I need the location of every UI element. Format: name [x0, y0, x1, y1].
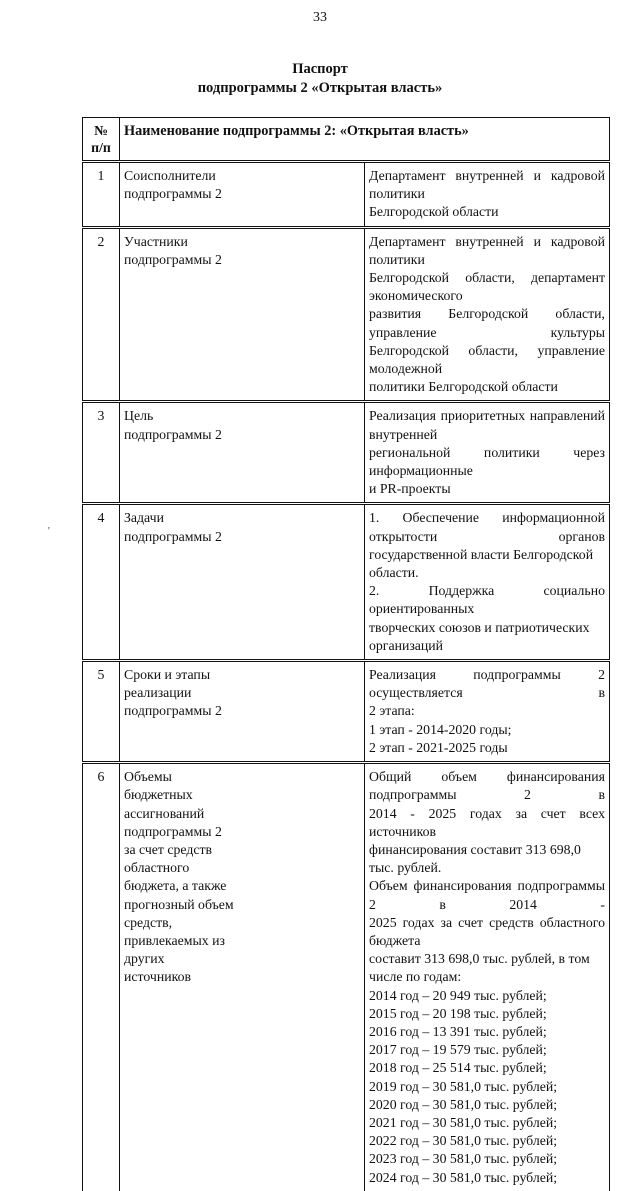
row-value-line: развития Белгородской области, управление культуры: [369, 306, 605, 340]
title-line-1: Паспорт: [292, 61, 348, 77]
table-row: [83, 504, 610, 661]
row-value-line: Департамент внутренней и кадровой политики: [369, 168, 605, 202]
row-value-line: 2025 годах за счет средств областного бюджета: [369, 914, 605, 948]
row-value-line: 2024 год – 30 581,0 тыс. рублей;: [369, 1169, 558, 1185]
header-title-cell: Наименование подпрограммы 2: «Открытая власть»: [120, 118, 610, 162]
row-name-line: средств,: [124, 914, 173, 930]
row-value: [365, 227, 610, 402]
row-name-line: подпрограммы 2: [124, 426, 222, 442]
row-name-line: Задачи: [124, 510, 164, 526]
row-name-line: Объемы: [124, 769, 172, 785]
row-value-line: Реализация подпрограммы 2 осуществляется в: [369, 667, 605, 701]
row-value-line: 2014 год – 20 949 тыс. рублей;: [369, 987, 547, 1003]
title-line-2: подпрограммы 2 «Открытая власть»: [197, 80, 443, 96]
table-row: [83, 402, 610, 504]
row-value-line: 2015 год – 20 198 тыс. рублей;: [369, 1005, 547, 1021]
row-value-line: 2023 год – 30 581,0 тыс. рублей;: [369, 1151, 558, 1167]
row-value: [365, 402, 610, 504]
row-value-line: 2 этапа:: [369, 703, 415, 719]
row-name-line: подпрограммы 2: [124, 186, 222, 202]
row-value-line: государственной власти Белгородской области.: [369, 546, 594, 581]
header-number-sign: №: [94, 123, 108, 138]
row-name-line: ассигнований: [124, 805, 205, 821]
row-name: [120, 402, 365, 504]
passport-table: [82, 117, 610, 1191]
row-number: 6: [83, 763, 120, 1191]
header-number-cell: [83, 118, 120, 162]
row-value-line: 2018 год – 25 514 тыс. рублей;: [369, 1060, 547, 1076]
row-value-line: региональной политики через информационные: [369, 444, 605, 479]
row-value-line: Белгородской области, управление молодежной: [369, 342, 605, 377]
row-value-line: 1. Обеспечение информационной открытости органов: [369, 510, 605, 544]
row-number: 3: [83, 402, 120, 504]
row-name-line: подпрограммы 2: [124, 528, 222, 544]
row-value-line: Общий объем финансирования подпрограммы 2 в: [369, 769, 605, 803]
row-name: [120, 162, 365, 228]
row-name-line: бюджета, а также: [124, 878, 227, 894]
table-row: [83, 661, 610, 763]
row-value-line: финансирования составит 313 698,0 тыс. рублей.: [369, 841, 581, 876]
row-value-line: Реализация приоритетных направлений внутренней: [369, 408, 605, 442]
row-value-line: 2022 год – 30 581,0 тыс. рублей;: [369, 1133, 558, 1149]
margin-mark: ': [48, 526, 50, 537]
row-name-line: подпрограммы 2: [124, 251, 222, 267]
row-name: [120, 504, 365, 661]
row-number: 2: [83, 227, 120, 402]
row-name-line: Соисполнители: [124, 168, 216, 183]
row-value-line: 2020 год – 30 581,0 тыс. рублей;: [369, 1096, 558, 1112]
table-row: [83, 162, 610, 228]
row-value-line: составит 313 698,0 тыс. рублей, в том числе по годам:: [369, 951, 590, 985]
row-name-line: Цель: [124, 408, 154, 424]
table-row: [83, 763, 610, 1191]
row-name-line: бюджетных: [124, 787, 193, 803]
row-name-line: прогнозный объем: [124, 896, 234, 912]
document-title: [0, 60, 640, 98]
row-value: [365, 162, 610, 228]
row-name-line: Участники: [124, 233, 188, 249]
row-value-line: Белгородской области: [369, 204, 499, 220]
row-value-line: Департамент внутренней и кадровой политики: [369, 233, 605, 267]
row-name-line: источников: [124, 969, 192, 985]
row-value-line: 2014 - 2025 годах за счет всех источников: [369, 805, 605, 839]
row-value: [365, 504, 610, 661]
row-number: 4: [83, 504, 120, 661]
table-header-row: [83, 118, 610, 162]
row-value-line: 2017 год – 19 579 тыс. рублей;: [369, 1042, 547, 1058]
row-name-line: Сроки и этапы: [124, 667, 211, 683]
row-value: [365, 763, 610, 1191]
row-name-line: других: [124, 951, 165, 967]
page-number: 33: [313, 10, 327, 25]
row-name-line: за счет средств: [124, 841, 213, 857]
row-value-line: и PR-проекты: [369, 481, 451, 497]
header-number-abbr: п/п: [91, 140, 111, 155]
row-value-line: 2019 год – 30 581,0 тыс. рублей;: [369, 1078, 558, 1094]
row-number: 1: [83, 162, 120, 228]
row-value-line: 2016 год – 13 391 тыс. рублей;: [369, 1023, 547, 1039]
row-number: 5: [83, 661, 120, 763]
row-name-line: реализации: [124, 685, 192, 701]
row-value-line: 1 этап - 2014-2020 годы;: [369, 721, 512, 737]
row-value-line: 2. Поддержка социально ориентированных: [369, 583, 605, 617]
row-name: [120, 763, 365, 1191]
row-name: [120, 227, 365, 402]
table-row: [83, 227, 610, 402]
row-name-line: подпрограммы 2: [124, 703, 222, 719]
row-value-line: 2021 год – 30 581,0 тыс. рублей;: [369, 1114, 558, 1130]
row-value: [365, 661, 610, 763]
row-name-line: областного: [124, 860, 190, 876]
row-name-line: привлекаемых из: [124, 932, 225, 948]
row-value-line: творческих союзов и патриотических организаций: [369, 619, 590, 653]
row-value-line: 2 этап - 2021-2025 годы: [369, 739, 508, 755]
row-value-line: Белгородской области, департамент экономического: [369, 270, 605, 304]
row-value-line: политики Белгородской области: [369, 379, 558, 395]
row-value-line: Объем финансирования подпрограммы 2 в 2014 -: [369, 878, 605, 912]
row-name-line: подпрограммы 2: [124, 823, 222, 839]
row-name: [120, 661, 365, 763]
